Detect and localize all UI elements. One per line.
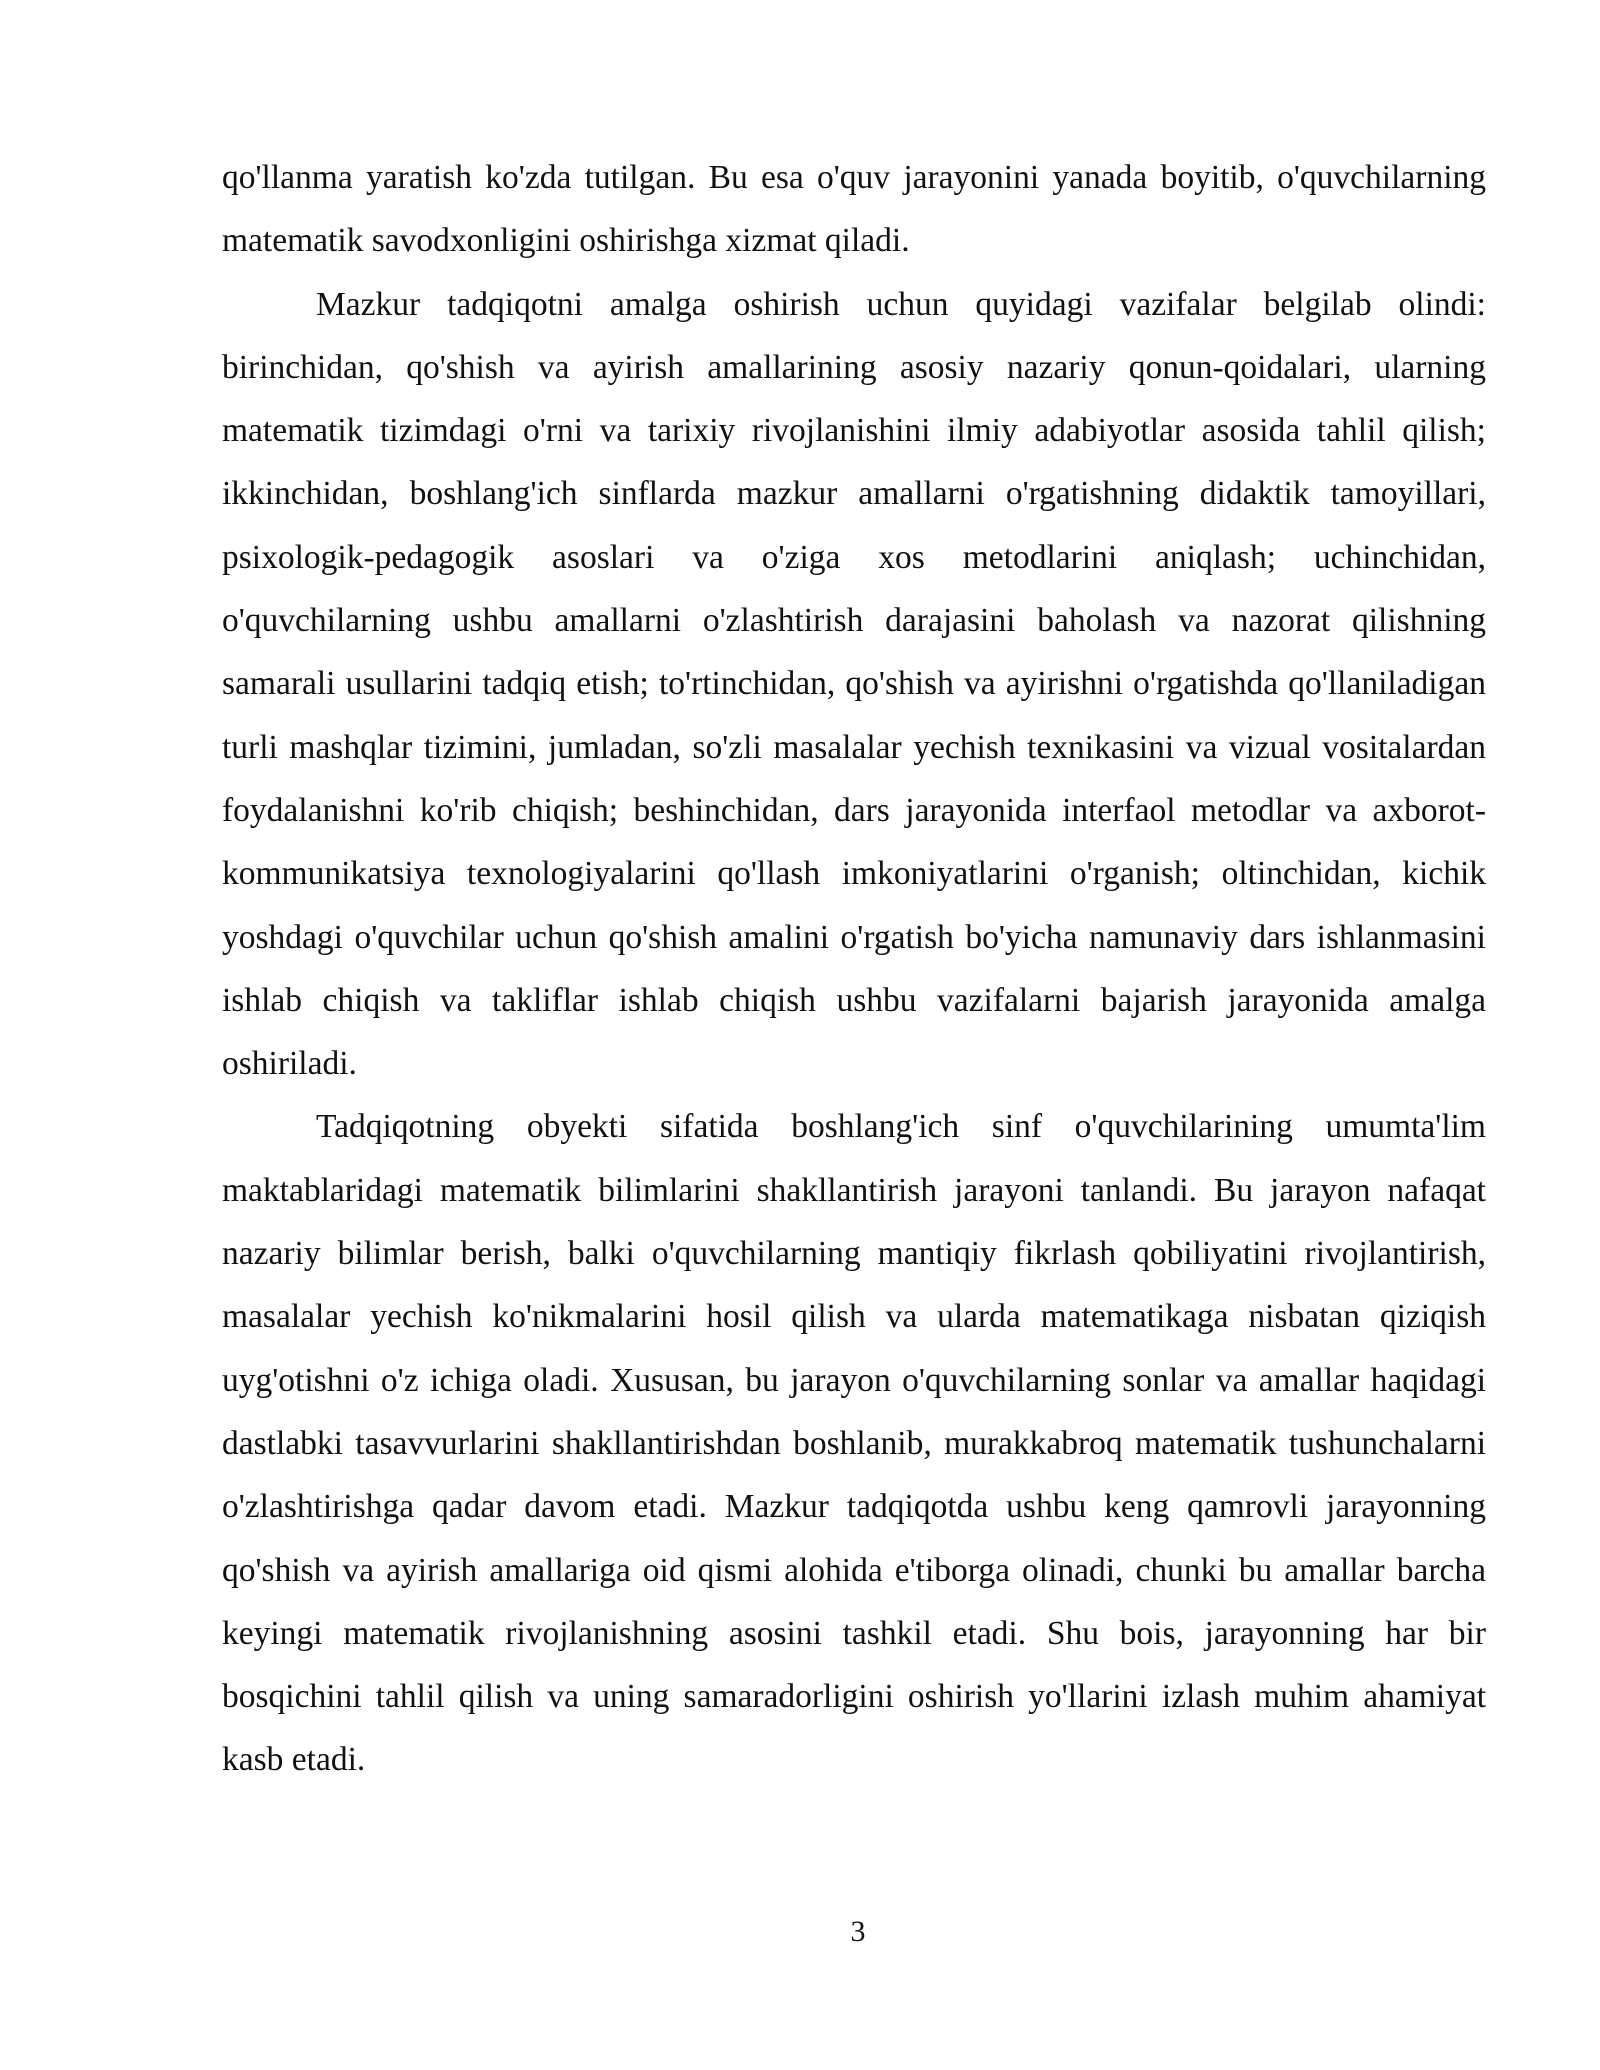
body-text <box>222 146 1486 1792</box>
page-number: 3 <box>850 1915 866 1948</box>
paragraph-tasks: Mazkur tadqiqotni amalga oshirish uchun quyidagi vazifalar belgilab olindi: birinchidan, qo'shish va ayirish amallarining asosiy nazariy qonun-qoidalari, ularning matematik tizimdagi o'rni va tarixiy rivojlanishini ilmiy adabiyotlar asosida tahlil qilish; ikkinchidan, boshlang'ich sinflarda mazkur amallarni o'rgatishning didaktik tamoyillari, psixologik-pedagogik asoslari va o'ziga xos metodlarini aniqlash; uchinchidan, o'quvchilarning ushbu amallarni o'zlashtirish darajasini baholash va nazorat qilishning samarali usullarini tadqiq etish; to'rtinchidan, qo'shish va ayirishni o'rgatishda qo'llaniladigan turli mashqlar tizimini, jumladan, so'zli masalalar yechish texnikasini va vizual vositalardan foydalanishni ko'rib chiqish; beshinchidan, dars jarayonida interfaol metodlar va axborot-kommunikatsiya texnologiyalarini qo'llash imkoniyatlarini o'rganish; oltinchidan, kichik yoshdagi o'quvchilar uchun qo'shish amalini o'rgatish bo'yicha namunaviy dars ishlanmasini ishlab chiqish va takliflar ishlab chiqish ushbu vazifalarni bajarish jarayonida amalga oshiriladi. <box>222 285 1486 1083</box>
paragraph-research-object: Tadqiqotning obyekti sifatida boshlang'ich sinf o'quvchilarining umumta'lim maktablaridagi matematik bilimlarini shakllantirish jarayoni tanlandi. Bu jarayon nafaqat nazariy bilimlar berish, balki o'quvchilarning mantiqiy fikrlash qobiliyatini rivojlantirish, masalalar yechish ko'nikmalarini hosil qilish va ularda matematikaga nisbatan qiziqish uyg'otishni o'z ichiga oladi. Xususan, bu jarayon o'quvchilarning sonlar va amallar haqidagi dastlabki tasavvurlarini shakllantirishdan boshlanib, murakkabroq matematik tushunchalarni o'zlashtirishga qadar davom etadi. Mazkur tadqiqotda ushbu keng qamrovli jarayonning qo'shish va ayirish amallariga oid qismi alohida e'tiborga olinadi, chunki bu amallar barcha keyingi matematik rivojlanishning asosini tashkil etadi. Shu bois, jarayonning har bir bosqichini tahlil qilish va uning samaradorligini oshirish yo'llarini izlash muhim ahamiyat kasb etadi. <box>222 1108 1486 1779</box>
paragraph-continuation: qo'llanma yaratish ko'zda tutilgan. Bu esa o'quv jarayonini yanada boyitib, o'quvchilarning matematik savodxonligini oshirishga xizmat qiladi. <box>222 159 1486 260</box>
